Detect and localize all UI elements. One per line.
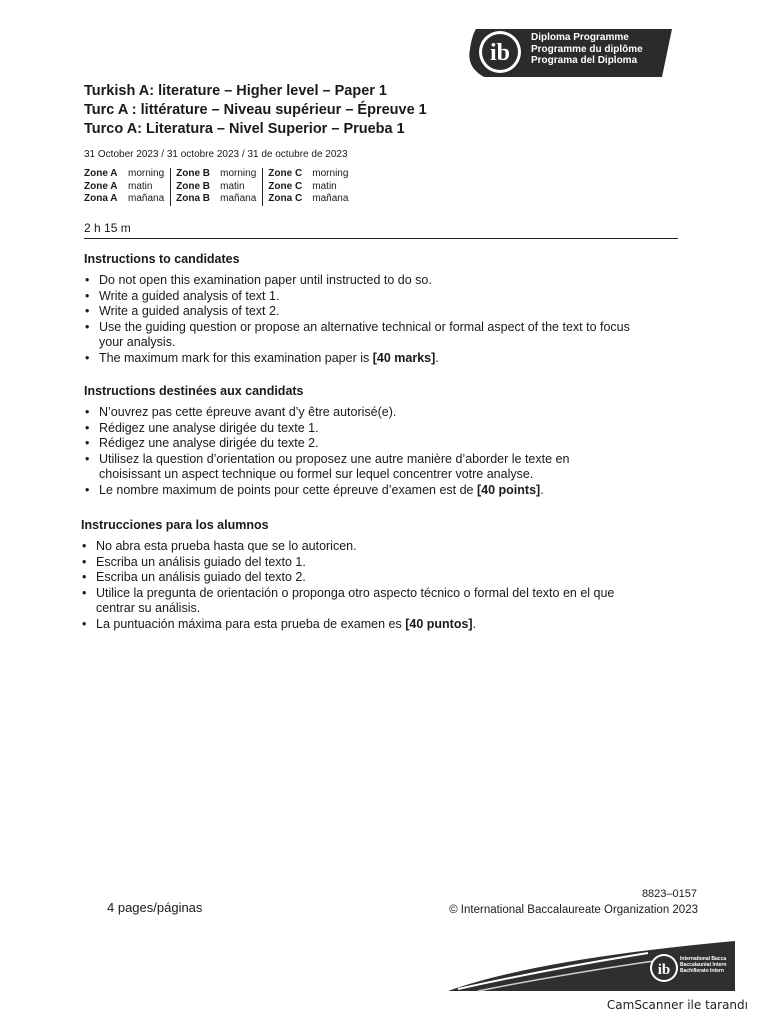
footer-band-text: [680, 956, 726, 974]
programme-en: Diploma Programme: [531, 32, 629, 43]
zone-row: [268, 181, 348, 194]
zone-label: Zone A: [84, 168, 118, 179]
list-item: [84, 289, 630, 305]
max-mark: [40 puntos]: [405, 616, 473, 631]
item-text: Escriba un análisis guiado del texto 1.: [96, 554, 306, 569]
zone-table: [84, 168, 354, 206]
item-text: Rédigez une analyse dirigée du texte 2.: [99, 436, 319, 451]
zone-row: [176, 193, 256, 206]
band-line: International Bacca: [680, 956, 727, 962]
copyright-notice: © International Baccalaureate Organization 2023: [449, 904, 698, 916]
exam-duration: 2 h 15 m: [84, 221, 131, 235]
item-text: .: [540, 482, 544, 497]
max-mark: [40 points]: [477, 482, 541, 497]
list-item: [84, 320, 630, 351]
title-french: Turc A : littérature – Niveau supérieur – Épreuve 1: [84, 102, 427, 118]
zone-label: Zone B: [176, 180, 211, 192]
list-item: [81, 617, 614, 633]
list-item: [84, 351, 630, 367]
exam-date: 31 October 2023 / 31 octobre 2023 / 31 de octubre de 2023: [84, 149, 348, 160]
zone-row: [84, 168, 164, 181]
zone-time: morning: [220, 168, 257, 179]
item-text: Le nombre maximum de points pour cette épreuve d’examen est de: [99, 482, 477, 497]
instructions-english: [84, 252, 630, 367]
zone-time: mañana: [220, 193, 257, 204]
list-item: [84, 304, 630, 320]
item-text: Write a guided analysis of text 2.: [99, 304, 280, 319]
item-text: La puntuación máxima para esta prueba de examen es: [96, 616, 406, 631]
list-item: [84, 405, 569, 421]
item-text: Use the guiding question or propose an alternative technical or formal aspect of the text to focus: [99, 319, 630, 334]
programme-fr: Programme du diplôme: [531, 43, 643, 55]
band-line: Bachillerato Intern: [680, 968, 724, 974]
item-text: Escriba un análisis guiado del texto 2.: [96, 570, 306, 585]
zone-row: [268, 193, 348, 206]
item-text: Utilisez la question d’orientation ou proposez une autre manière d’aborder le texte en: [99, 451, 570, 466]
zone-label: Zone A: [84, 180, 118, 192]
zone-column-c: [262, 168, 354, 206]
ib-footer-logo-icon: ib: [657, 962, 671, 978]
list-item: [84, 421, 569, 437]
item-text: centrar su análisis.: [96, 601, 201, 616]
paper-titles: [84, 82, 427, 139]
instruction-list: [84, 273, 630, 367]
title-spanish: Turco A: Literatura – Nivel Superior – Prueba 1: [84, 121, 405, 137]
zone-label: Zone C: [268, 168, 303, 179]
list-item: [81, 586, 614, 617]
zone-time: matin: [220, 180, 245, 192]
list-item: [84, 273, 630, 289]
zone-label: Zona B: [176, 193, 211, 204]
zone-time: morning: [128, 168, 165, 179]
item-text: .: [435, 350, 439, 365]
zone-label: Zone B: [176, 168, 211, 179]
zone-time: mañana: [128, 193, 165, 204]
list-item: [84, 483, 569, 499]
list-item: [84, 436, 569, 452]
zone-row: [176, 181, 256, 194]
item-text: N’ouvrez pas cette épreuve avant d’y être autorisé(e).: [99, 405, 397, 419]
list-item: [81, 555, 614, 571]
item-text: .: [472, 616, 477, 631]
zone-row: [176, 168, 256, 181]
paper-code: 8823–0157: [641, 888, 697, 900]
zone-time: matin: [312, 180, 337, 192]
item-text: your analysis.: [99, 335, 176, 350]
list-item: [81, 570, 614, 586]
max-mark: [40 marks]: [372, 350, 436, 365]
zone-column-b: [170, 168, 262, 206]
item-text: Do not open this examination paper until instructed to do so.: [99, 273, 432, 287]
zone-label: Zona C: [268, 193, 303, 204]
band-line: Baccalauréat Intern: [680, 962, 727, 968]
scanner-watermark: CamScanner ile tarandı: [606, 998, 748, 1012]
zone-label: Zona A: [84, 193, 118, 204]
instructions-french: [84, 384, 569, 499]
page-count: 4 pages/páginas: [107, 900, 203, 915]
zone-row: [84, 193, 164, 206]
instruction-list: [84, 405, 569, 499]
list-item: [81, 539, 614, 555]
title-english: Turkish A: literature – Higher level – Paper 1: [84, 83, 387, 99]
section-heading: Instructions destinées aux candidats: [84, 384, 304, 398]
list-item: [84, 452, 569, 483]
zone-time: matin: [128, 180, 153, 192]
zone-column-a: [84, 168, 170, 206]
ib-logo-icon: ib: [489, 40, 511, 66]
item-text: No abra esta prueba hasta que se lo autoricen.: [96, 539, 357, 553]
header-divider: [84, 238, 678, 239]
item-text: Write a guided analysis of text 1.: [99, 288, 280, 303]
section-heading: Instrucciones para los alumnos: [81, 518, 269, 532]
item-text: choisissant un aspect technique ou formel sur lequel concentrer votre analyse.: [99, 467, 534, 482]
programme-es: Programa del Diploma: [531, 55, 638, 66]
section-heading: Instructions to candidates: [84, 252, 240, 266]
instruction-list: [81, 539, 614, 633]
zone-label: Zone C: [268, 180, 303, 192]
zone-row: [268, 168, 348, 181]
zone-row: [84, 181, 164, 194]
item-text: Utilice la pregunta de orientación o proponga otro aspecto técnico o formal del texto en el que: [96, 585, 615, 600]
zone-time: morning: [312, 168, 349, 179]
zone-time: mañana: [312, 193, 349, 204]
programme-names: [531, 32, 643, 67]
item-text: The maximum mark for this examination paper is: [99, 350, 373, 365]
instructions-spanish: [81, 518, 614, 633]
item-text: Rédigez une analyse dirigée du texte 1.: [99, 420, 319, 435]
